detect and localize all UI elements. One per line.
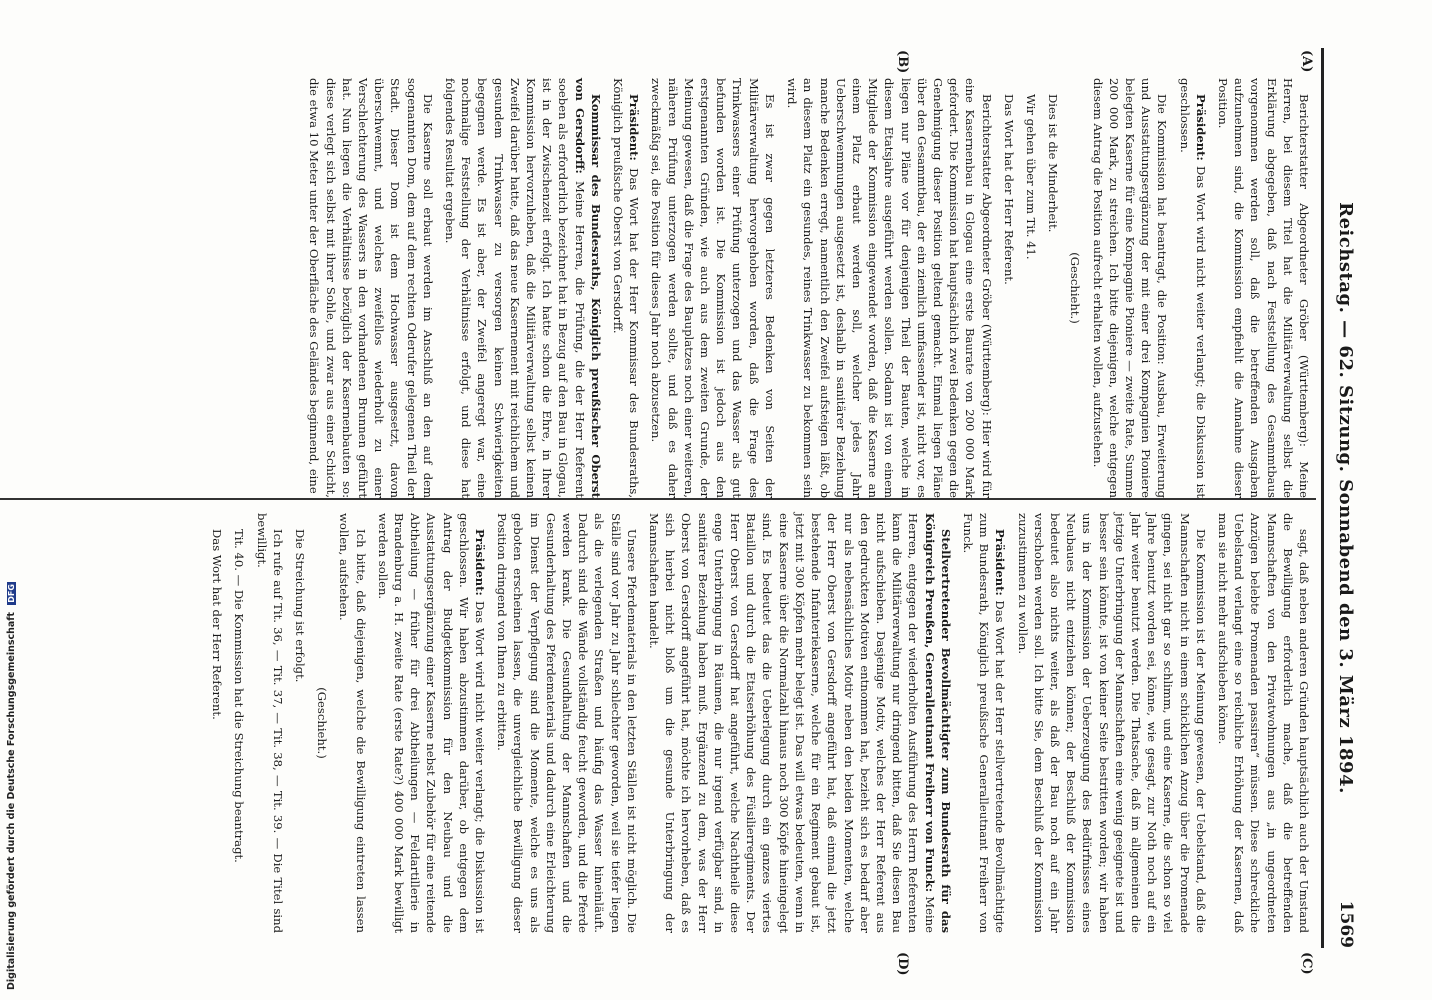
- paragraph-text: Berichterstatter Abgeordneter Gröber (Württemberg): Meine Herren, bei diesem Titel hat die Militärverwaltung selbst die Erklärung abgegeben, daß nach Feststellung des Gesammtbaus vorgenommen werden soll, daß die betreffenden Ausgaben aufzunehmen sind, die Kommission empfiehlt die Annahme dieser Position.: [1215, 78, 1311, 498]
- speaker-name: Präsident:: [473, 529, 488, 602]
- paragraph-text: Die Kommission ist der Meinung gewesen, der Uebelstand, daß die Mannschaften nicht in einem schicklichen Anzug über die Promenade gingen, sei nicht gar so schlimm, und eine Kaserne, die schon so viel Jahre benutzt worden sei, könne, wie gesagt, zur Noth noch auf ein Jahr weiter benutzt werden. Die Thatsache, daß im allgemeinen die jetzige Unterbringung der Mannschaften eine wenig geeignete ist und besser sein könnte, ist von keiner Seite bestritten worden; wir haben uns in der Kommission der Ueberzeugung des Bedürfnisses eines Neubaues nicht entziehen können; der Beschluß der Kommission bedeutet also nichts weiter, als daß der Bau noch auf ein Jahr verschoben werden soll. Ich bitte Sie, dem Beschluß der Kommission zuzustimmen zu wollen.: [1015, 513, 1208, 933]
- paragraph-text: Es ist zwar gegen letzteres Bedenken von Seiten der Militärverwaltung hervorgehoben worden, daß die Frage des Trinkwassers einer Prüfung unterzogen und das Wasser als gut befunden worden ist. Die Kommission ist jedoch aus den erstgenannten Gründen, wie auch aus dem zweiten Grunde, der Meinung gewesen, daß die Frage des Bauplatzes noch einer weiteren, näheren Prüfung unterzogen werden sollte, und daß es daher zweckmäßig sei, die Position für dieses Jahr noch abzusetzen.: [649, 78, 777, 498]
- footer-text: Digitalisierung gefördert durch die Deutsche Forschungsgemeinschaft: [6, 612, 17, 990]
- paragraph-text: Das Wort hat der Herr Kommissar des Bundesraths, Königlich preußische Oberst von Gersdorff.: [611, 78, 642, 499]
- paragraph: [231, 513, 247, 933]
- paragraph: [784, 78, 995, 498]
- paragraph-text: Unsere Pferdematerials in den letzten Ställen ist nicht möglich. Die Ställe sind vor Jahr zu Jahr schlechter geworden, weil sie tiefer liegen als die verlegenden Straßen und häufig das Wasser hineinläuft. Dadurch sind die Wände vollständig feucht geworden, und die Pferde werden krank. Die Gesundhaltung der Mannschaften und die Gesunderhaltung des Pferdematerials und dadurch eine Erleichterung im Dienst der Verpflegung sind die Momente, welche es uns als geboten erscheinen lassen, die unvergleichliche Bewilligung dieser Position dringend von Ihnen zu erbitten.: [495, 513, 639, 933]
- paragraph-text: (Geschieht.): [1068, 252, 1083, 324]
- paragraph-text: Meine Herren, entgegen der wiederholten Ausführung des Herrn Referenten kann die Militärverwaltung nur dringend bitten, daß Sie diesen Bau nicht aufschieben. Dasjenige Motiv, welches der Herr Referent aus den gedruckten Motiven entnommen hat, bezieht sich es bedarf aber nur als nebensächliches Motiv neben den beiden Momenten, welche der Herr Oberst von Gersdorff angeführt hat, daß einmal die jetzt bestehende Infanteriekaserne, welche für ein Regiment gebaut ist, jetzt mit 300 Köpfen mehr belegt ist. Das will etwas bedeuten, wenn in eine Kaserne über die Normalzahl hinaus noch 300 Köpfe hineingelegt sind. Es bedeutet das die Ueberlegung durch ein ganzes viertes Bataillon und durch die Etatserhöhung des Füsilierregiments. Der Herr Oberst von Gersdorff hat angeführt, welche Nachtheile diese enge Unterbringung in Räumen, die nur irgend verfügbar sind, in sanitärer Beziehung haben muß. Ergänzend zu dem, was der Herr Oberst von Gersdorff angeführt hat, möchte ich hervorheben, daß es sich hierbei nicht bloß um die gesunde Unterbringung der Mannschaften handelt.: [647, 513, 937, 933]
- footer-credit: [6, 582, 17, 990]
- margin-mark-a: (A): [1299, 50, 1314, 73]
- paragraph: [375, 513, 488, 933]
- page-number: 1569: [1336, 900, 1356, 948]
- dfg-logo-icon: DFG: [7, 584, 16, 603]
- paragraph-text: Die Kaserne soll erbaut werden im Anschluß an den auf dem sogenannten Dom, dem auf dem rechten Oderufer gelegenen Theil der Stadt. Dieser Dom ist dem Hochwasser ausgesetzt, davon überschwemmt, und welches zweifellos wiederholt zu einer Verschlechterung des Wassers in den vorhandenen Brunnen geführt hat. Nun liegen die Verhältnisse bezüglich der Kasernenbauten so: diese verlegt sich selbst mit ihrer Sohle, und zwar aus einer Schicht, die etwa 10 Meter unter der Oberfläche des Geländes beginnend, eine: [307, 78, 435, 498]
- paragraph: [1067, 78, 1083, 498]
- text-column-left: [300, 78, 1312, 498]
- paragraph: [1045, 78, 1061, 498]
- margin-mark-b: (B): [895, 50, 910, 74]
- paragraph: [253, 513, 285, 933]
- margin-mark-c: (C): [1299, 952, 1314, 975]
- paragraph: [494, 513, 640, 933]
- paragraph-text: Berichterstatter Abgeordneter Gröber (Württemberg): Hier wird für eine Kasernenbau in Glogau eine erste Baurate von 200 000 Mark gefordert. Die Kommission hat hauptsächlich zwei Bedenken gegen die Genehmigung dieser Position geltend gemacht. Einmal liegen Pläne über den Gesammtbau, der ein ziemlich umfassender ist, nicht vor, es liegen nur Pläne vor für denjenigen Theil der Bauten, welche in diesem Etatsjahre ausgeführt werden sollen. Sodann ist von einem Mitgliede der Kommission eingewendet worden, daß die Kaserne an einem Platz erbaut werden soll, welcher jedes Jahr Ueberschwemmungen ausgesetzt ist, deshalb in sanitärer Beziehung manche Bedenken erregt, namentlich den Zweifel aufsteigen läßt, ob an diesem Platz ein gesundes, reines Trinkwasser zu bekommen sein wird.: [785, 78, 994, 498]
- paragraph: [314, 513, 330, 933]
- paragraph-text: Meine Herren, die Prüfung, die der Herr Referent soeben als erforderlich bezeichnet hat in Bezug auf den Bau in Glogau, ist in der Zwischenzeit erfolgt. Ich hatte schon die Ehre, in Ihrer Kommission hervorzuheben, daß die Militärverwaltung selbst keinen Zweifel darüber hatte, daß das neue Kasernement mit reichlichem und gesundem Trinkwasser zu versorgen keinen Schwierigkeiten begegnen werde. Es ist aber, der Zweifel angeregt war, eine nochmalige Feststellung der Verhältnisse erfolgt, und diese hat folgendes Resultat ergeben.: [443, 78, 587, 498]
- text-column-right: [203, 513, 1312, 933]
- paragraph-text: Das Wort wird nicht weiter verlangt; die Diskussion ist geschlossen. Wir haben abzustimmen darüber, ob entgegen dem Antrag der Budgetkommission für den Neubau und die Ausstattungsergänzung einer Kaserne nebst Zubehör für eine reitende Abtheilung — früher für drei Abtheilungen — Feldartillerie in Brandenburg a. H. zweite Rate (erste Rate?) 400 000 Mark bewilligt werden sollen.: [375, 513, 488, 933]
- speaker-name: Präsident:: [1193, 94, 1208, 167]
- header-title: Reichstag. — 62. Sitzung. Sonnabend den 3. März 1894.: [1335, 202, 1356, 794]
- paragraph-text: Die Kommission hat beantragt, die Position: Ausbau, Erweiterung und Ausstattungsergänzung der mit einer drei Kompagnien Pioniere belegten Kaserne für eine Kompagnie Pioniere — zweite Rate, Summe 200 000 Mark, zu streichen. Ich bitte diejenigen, welche entgegen diesem Antrag die Position aufrecht erhalten wollen, aufzustehen.: [1090, 78, 1170, 498]
- page-header: [1330, 48, 1370, 948]
- paragraph-text: Ich bitte, daß diejenigen, welche die Bewilligung eintreten lassen wollen, aufstehen.: [337, 513, 368, 933]
- paragraph-text: sagt, daß neben anderen Gründen hauptsächlich auch der Umstand die Bewilligung erforderlich mache, daß die betreffenden Mannschaften von den Privatwohnungen aus „in ungeordneten Anzügen belebte Promenaden passiren“ müssen. Diese schreckliche Uebelstand verlangt eine so reichliche Erhöhung der Kasernen, daß man sie nicht mehr aufschieben könne.: [1215, 513, 1311, 933]
- paragraph-text: Wir gehen über zum Tit. 41.: [1023, 94, 1038, 260]
- column-divider: [0, 498, 1316, 500]
- paragraph: [209, 513, 225, 933]
- speaker-name: Stellvertretender Bevollmächtigter zum Bundesrath für das Königreich Preußen, Generalleutnant Freiherr von Funck:: [922, 513, 953, 933]
- paragraph: [1014, 513, 1208, 933]
- speaker-name: Kommissar des Bundesraths, Königlich preußischer Oberst von Gersdorff:: [572, 78, 603, 498]
- paragraph: [336, 513, 368, 933]
- paragraph: [1089, 78, 1170, 498]
- rotated-page-content: [0, 18, 1380, 978]
- paragraph: [648, 78, 778, 498]
- paragraph: [306, 78, 436, 498]
- header-rule: [1321, 48, 1324, 948]
- paragraph-text: Das Wort hat der Herr Referent.: [210, 529, 225, 720]
- paragraph-text: Tit. 40. — Die Kommission hat die Streichung beantragt.: [232, 529, 247, 863]
- paragraph: [442, 78, 604, 498]
- paragraph: [1001, 78, 1017, 498]
- paragraph-text: Das Wort hat der Herr stellvertretende Bevollmächtigte zum Bundesrath, Königlich preußische Generalleutnant Freiherr von Funck.: [960, 513, 1008, 933]
- paragraph: [1215, 513, 1312, 933]
- speaker-name: Präsident:: [627, 94, 642, 169]
- paragraph-text: Ich rufe auf Tit. 36, — Tit. 37, — Tit. 38, — Tit. 39. — Die Titel sind bewilligt.: [254, 513, 285, 933]
- margin-mark-d: (D): [895, 952, 910, 976]
- paragraph-text: Dies ist die Minderheit.: [1046, 94, 1061, 233]
- paragraph: [960, 513, 1009, 933]
- speaker-name: Präsident:: [993, 529, 1008, 601]
- paragraph-text: Das Wort wird nicht weiter verlangt; die Diskussion ist geschlossen.: [1177, 78, 1208, 498]
- paragraph-text: Das Wort hat der Herr Referent.: [1001, 94, 1016, 285]
- paragraph: [1023, 78, 1039, 498]
- paragraph: [292, 513, 308, 933]
- paragraph: [1176, 78, 1208, 498]
- paragraph-text: (Geschieht.): [315, 687, 330, 759]
- paragraph: [1215, 78, 1312, 498]
- paragraph: [646, 513, 954, 933]
- paragraph-text: Die Streichung ist erfolgt.: [293, 529, 308, 683]
- paragraph: [610, 78, 642, 498]
